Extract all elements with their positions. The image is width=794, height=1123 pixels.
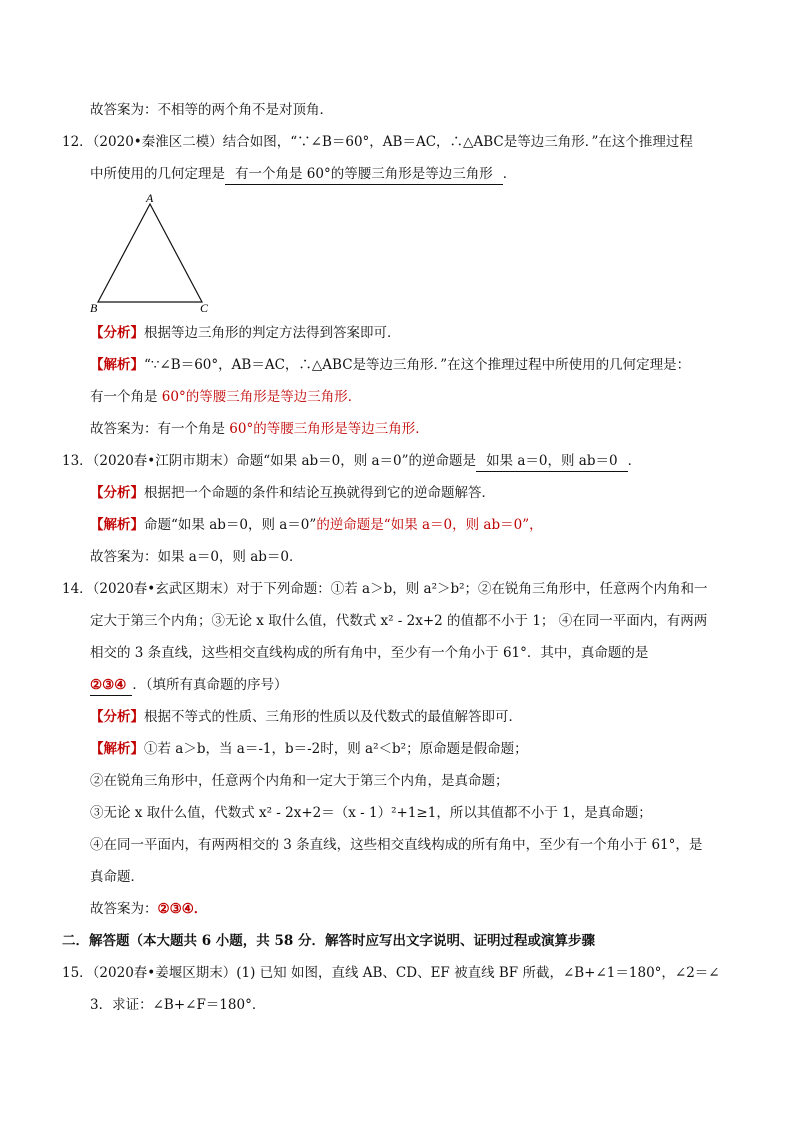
- question-15-line-2: 3．求证：∠B+∠F＝180°．: [90, 997, 266, 1013]
- vertex-label-a: A: [146, 191, 154, 205]
- question-13: [62, 451, 641, 472]
- question-14-line-2: 定大于第三个内角；③无论 x 取什么值，代数式 x² - 2x+2 的值都不小于 1； ④在同一平面内，有两两: [90, 613, 708, 629]
- text: 的逆命题是“如果 a＝0，则 ab＝0”，: [316, 517, 543, 533]
- text: 根据把一个命题的条件和结论互换就得到它的逆命题解答．: [144, 485, 495, 501]
- question-12-line-2: [90, 164, 516, 185]
- analysis-tag: 【分析】: [90, 485, 144, 501]
- question-14-line-1: 14．（2020春•玄武区期末）对于下列命题：①若 a＞b，则 a²＞b²；②在锐角三角形中，任意两个内角和一: [62, 581, 708, 597]
- vertex-label-c: C: [200, 301, 209, 315]
- text: 中所使用的几何定理是: [90, 166, 225, 182]
- triangle-figure: [86, 190, 216, 315]
- text: 有一个角是: [90, 389, 162, 405]
- text: ．（填所有真命题的序号）: [132, 677, 288, 693]
- text: 60°的等腰三角形是等边三角形．: [161, 389, 362, 405]
- answer-blank: 如果 a＝0，则 ab＝0: [476, 451, 628, 472]
- q14-solution-2: ②在锐角三角形中，任意两个内角和一定大于第三个内角，是真命题；: [90, 773, 509, 789]
- text: ②③④．: [157, 901, 208, 917]
- text: 故答案为：有一个角是: [90, 421, 230, 437]
- q14-solution-1: [90, 739, 528, 759]
- text: “∵∠B＝60°，AB＝AC，∴△ABC是等边三角形．”在这个推理过程中所使用的几何定理是：: [144, 357, 691, 373]
- text: 根据等边三角形的判定方法得到答案即可．: [144, 325, 401, 341]
- question-14-line-3: 相交的 3 条直线，这些相交直线构成的所有角中，至少有一个角小于 61°．其中，真命题的是: [90, 645, 649, 661]
- analysis-tag: 【分析】: [90, 709, 144, 725]
- q12-analysis: [90, 323, 401, 343]
- text: 13．（2020春•江阴市期末）命题“如果 ab＝0，则 a＝0”的逆命题是: [62, 453, 477, 469]
- text: ①若 a＞b，当 a＝-1，b＝-2时，则 a²＜b²；原命题是假命题；: [144, 741, 528, 757]
- vertex-label-b: B: [90, 301, 98, 315]
- answer-blank: 有一个角是 60°的等腰三角形是等边三角形: [225, 164, 503, 185]
- q13-solution: [90, 515, 543, 535]
- solution-tag: 【解析】: [90, 741, 144, 757]
- q14-solution-4: ④在同一平面内，有两两相交的 3 条直线，这些相交直线构成的所有角中，至少有一个角小于 61°，是: [90, 837, 703, 853]
- question-14-line-4: [90, 675, 288, 696]
- solution-tag: 【解析】: [90, 517, 144, 533]
- answer-blank: ②③④: [90, 675, 132, 696]
- solution-tag: 【解析】: [90, 357, 144, 373]
- q14-solution-5: 真命题．: [90, 869, 144, 885]
- text: ．: [502, 166, 517, 182]
- text: 60°的等腰三角形是等边三角形．: [229, 421, 429, 437]
- text: ．: [627, 453, 642, 469]
- text: 根据不等式的性质、三角形的性质以及代数式的最值解答即可．: [144, 709, 522, 725]
- q13-answer: 故答案为：如果 a＝0，则 ab＝0．: [90, 549, 303, 565]
- question-12-line-1: 12．（2020•秦淮区二模）结合如图，“∵∠B＝60°，AB＝AC，∴△ABC是等边三角形．”在这个推理过程: [62, 134, 693, 150]
- section-heading: 二．解答题（本大题共 6 小题，共 58 分．解答时应写出文字说明、证明过程或演算步骤: [62, 933, 595, 949]
- q13-analysis: [90, 483, 495, 503]
- q12-solution-2: [90, 387, 361, 407]
- q12-solution: [90, 355, 690, 375]
- q12-answer: [90, 419, 429, 439]
- q14-analysis: [90, 707, 522, 727]
- analysis-tag: 【分析】: [90, 325, 144, 341]
- question-15-line-1: 15．（2020春•姜堰区期末）(1) 已知 如图，直线 AB、CD、EF 被直线 BF 所截，∠B+∠1＝180°，∠2＝∠: [62, 965, 720, 981]
- triangle-shape: [98, 204, 202, 302]
- q14-solution-3: ③无论 x 取什么值，代数式 x² - 2x+2＝（x - 1）²+1≥1，所以其值都不小于 1，是真命题；: [90, 805, 652, 821]
- text: 命题“如果 ab＝0，则 a＝0”: [144, 517, 317, 533]
- q14-answer: [90, 899, 207, 919]
- answer-line: 故答案为：不相等的两个角不是对顶角．: [90, 102, 333, 118]
- text: 故答案为：: [90, 901, 158, 917]
